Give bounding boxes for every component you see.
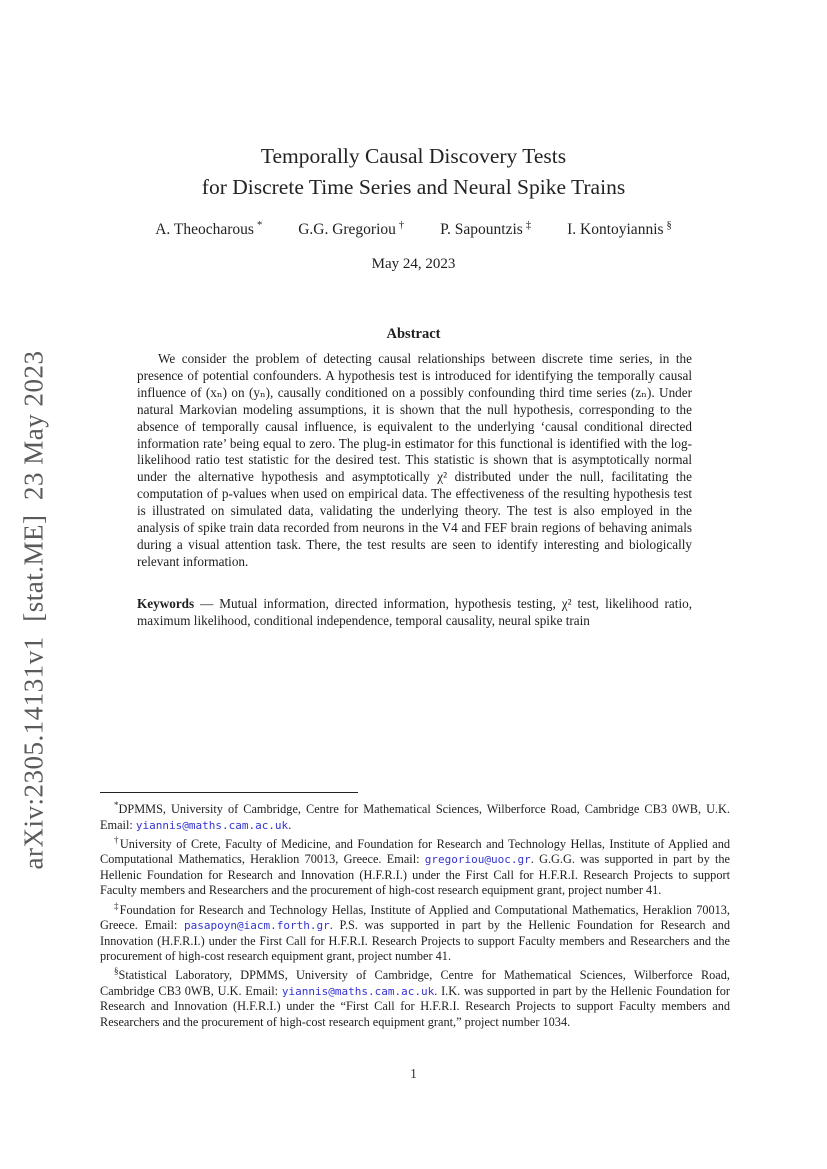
- paper-title: [0, 141, 827, 202]
- footnote-text: Foundation for Research and Technology Hellas, Institute of Applied and Computational Mathematics, Heraklion 70013, Greece. Email:: [100, 902, 731, 933]
- author-footnote-mark: §: [666, 220, 672, 231]
- footnote-mark: ‡: [114, 900, 120, 911]
- author-name: G.G. Gregoriou: [298, 221, 396, 239]
- footnote-mark: §: [114, 966, 119, 977]
- footnote-divider: [100, 792, 358, 793]
- footnote-crete: [100, 833, 730, 899]
- paper-title-line1: Temporally Causal Discovery Tests: [260, 144, 567, 168]
- author-name: P. Sapountzis: [440, 221, 523, 239]
- footnote-text: . P.S. was supported in part by the Hellenic Foundation for Research and Innovation (H.F.R.I.) under the First Call for H.F.R.I. Research Projects to support Faculty members and Researchers and the procurement of high-cost research equipment grant, project number 41.: [100, 918, 730, 963]
- arxiv-stamp: arXiv:2305.14131v1 [stat.ME] 23 May 2023: [18, 350, 49, 870]
- author-footnote-mark: *: [256, 220, 263, 231]
- author-name: I. Kontoyiannis: [567, 221, 664, 239]
- keywords-body: — Mutual information, directed information, hypothesis testing, χ² test, likelihood ratio, maximum likelihood, conditional independence, temporal causality, neural spike train: [137, 596, 692, 629]
- page-number: 1: [410, 1066, 417, 1081]
- abstract-body: We consider the problem of detecting causal relationships between discrete time series, in the presence of potential confounders. A hypothesis test is introduced for identifying the temporally causal influence of (xₙ) on (yₙ), causally conditioned on a possibly confounding third time series (zₙ). Under natural Markovian modeling assumptions, it is shown that the null hypothesis, corresponding to the absence of temporally causal influence, is equivalent to the underlying ‘causal conditional directed information rate’ being equal to zero. The plug-in estimator for this functional is identified with the log-likelihood ratio test statistic for the desired test. This statistic is shown that is asymptotically normal under the alternative hypothesis and asymptotically χ² distributed under the null, facilitating the computation of p-values when used on empirical data. The effectiveness of the resulting hypothesis test is illustrated on simulated data, validating the underlying theory. The test is also employed in the analysis of spike train data recorded from neurons in the V4 and FEF brain regions of behaving animals during a visual attention task. There, the test results are seen to identify interesting and biologically relevant information.: [137, 351, 692, 569]
- author-sapountzis: [440, 220, 531, 239]
- email-link-gregoriou[interactable]: gregoriou@uoc.gr: [424, 853, 531, 867]
- authors-row: [0, 220, 827, 239]
- footnote-text: . I.K. was supported in part by the Hellenic Foundation for Research and Innovation (H.F.R.I.) under the “First Call for H.F.R.I. Research Projects to support Faculty members and Researchers and the procurement of high-cost research equipment grant,” project number 1034.: [100, 983, 730, 1029]
- keywords-label: Keywords: [137, 596, 195, 611]
- footnote-text: . G.G.G. was supported in part by the Hellenic Foundation for Research and Innovation (H.F.R.I.) under the First Call for H.F.R.I. Research Projects to support Faculty members and Researchers and the procurement of high-cost research equipment grant, project number 41.: [100, 852, 730, 898]
- paper-date: May 24, 2023: [371, 256, 456, 272]
- footnote-dpmms: [100, 798, 730, 833]
- footnotes-block: [100, 798, 730, 1030]
- keywords-paragraph: [137, 595, 692, 629]
- author-theocharous: [155, 220, 262, 239]
- author-footnote-mark: †: [398, 220, 405, 231]
- footnote-mark: †: [114, 834, 120, 845]
- email-link-yiannis[interactable]: yiannis@maths.cam.ac.uk: [135, 818, 289, 832]
- email-link-yiannis-2[interactable]: yiannis@maths.cam.ac.uk: [281, 984, 435, 998]
- author-gregoriou: [298, 220, 404, 239]
- footnote-text: DPMMS, University of Cambridge, Centre for Mathematical Sciences, Wilberforce Road, Cambridge CB3 0WB, U.K. Email:: [100, 802, 730, 832]
- footnote-mark: *: [114, 800, 119, 810]
- paper-title-line2: for Discrete Time Series and Neural Spike Trains: [201, 174, 626, 199]
- footnote-text: Statistical Laboratory, DPMMS, University of Cambridge, Centre for Mathematical Sciences, Wilberforce Road, Cambridge CB3 0WB, U.K. Email:: [100, 968, 730, 998]
- footnote-text: University of Crete, Faculty of Medicine, and Foundation for Research and Technology Hellas, Institute of Applied and Computational Mathematics, Heraklion 70013, Greece. Email:: [100, 837, 731, 867]
- author-footnote-mark: ‡: [525, 220, 532, 231]
- footnote-forth: [100, 899, 730, 965]
- author-name: A. Theocharous: [155, 221, 254, 239]
- abstract-heading: Abstract: [386, 326, 441, 342]
- email-link-pasapoyn[interactable]: pasapoyn@iacm.forth.gr: [184, 919, 330, 933]
- footnote-statslab: [100, 964, 730, 1030]
- author-kontoyiannis: [567, 220, 672, 239]
- footnote-text: .: [288, 817, 292, 832]
